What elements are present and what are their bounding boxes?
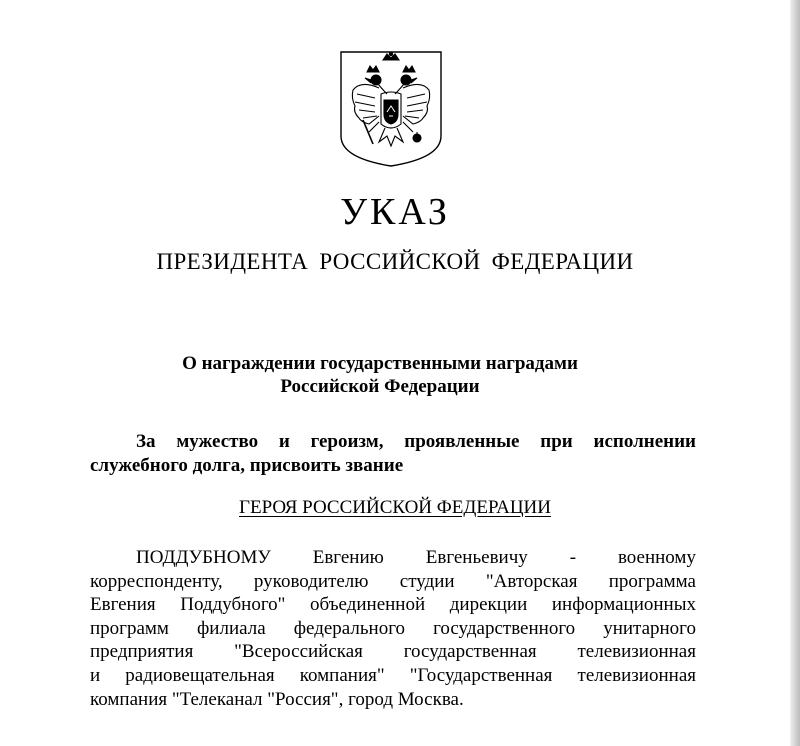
recipient-word: объединенной: [310, 594, 426, 616]
motive-line: [90, 430, 696, 454]
motive-word: проявленные: [404, 431, 520, 452]
recipient-word: военному: [617, 547, 696, 568]
recipient-word: государственная: [403, 641, 537, 663]
recipient-word: Поддубного": [180, 594, 286, 616]
recipient-line: [90, 593, 696, 617]
decree-subject: [0, 352, 760, 398]
recipient-word: "Всероссийская: [234, 641, 363, 663]
motive-word: и: [278, 431, 290, 452]
recipient-word: Евгения: [90, 594, 156, 616]
page-edge-shadow: [790, 0, 800, 746]
awarded-title: [0, 496, 790, 520]
coat-of-arms-icon: [339, 50, 443, 168]
motive-word: мужество: [176, 431, 259, 452]
motive-line: служебного долга, присвоить звание: [90, 455, 404, 476]
recipient-word: -: [569, 547, 577, 568]
recipient-word: корреспонденту,: [90, 570, 223, 592]
recipient-word: информационных: [551, 594, 696, 616]
recipient-line: [90, 688, 696, 712]
recipient-word: федерального: [293, 617, 406, 639]
recipient-word: компания": [299, 664, 385, 686]
recipient-line: [90, 546, 696, 570]
recipient-word: программ: [90, 617, 169, 639]
recipient-line: [90, 640, 696, 664]
recipient-word: филиала: [197, 617, 266, 639]
recipient-word: "Государственная: [409, 664, 553, 686]
recipient-word: унитарного: [603, 617, 696, 639]
motive-word: За: [136, 431, 156, 452]
recipient-word: компания "Телеканал "Россия", город Москва.: [90, 688, 464, 710]
recipient-word: телевизионная: [577, 641, 696, 663]
award-motive: [90, 430, 696, 478]
awarded-title-text: ГЕРОЯ РОССИЙСКОЙ ФЕДЕРАЦИИ: [239, 497, 551, 518]
recipient-word: предприятия: [90, 641, 194, 663]
recipient-line: [90, 570, 696, 594]
recipient-word: дирекции: [449, 594, 528, 616]
recipient-paragraph: [90, 546, 696, 711]
recipient-word: программа: [608, 570, 696, 592]
recipient-word: и: [90, 664, 101, 686]
recipient-line: [90, 617, 696, 641]
motive-word: при: [540, 431, 573, 452]
recipient-word: государственного: [433, 617, 576, 639]
subject-line: Российской Федерации: [280, 376, 480, 397]
recipient-word: ПОДДУБНОМУ: [136, 547, 271, 568]
subject-line: О награждении государственными наградами: [182, 353, 578, 374]
recipient-line: [90, 664, 696, 688]
issuer-heading: ПРЕЗИДЕНТА РОССИЙСКОЙ ФЕДЕРАЦИИ: [156, 249, 634, 274]
recipient-word: Евгеньевичу: [425, 547, 528, 568]
motive-word: героизм,: [310, 431, 384, 452]
recipient-word: "Авторская: [485, 570, 578, 592]
recipient-word: телевизионная: [577, 664, 696, 686]
document-type-heading: УКАЗ: [340, 191, 450, 233]
motive-word: исполнении: [593, 431, 696, 452]
recipient-word: радиовещательная: [125, 664, 275, 686]
recipient-word: руководителю: [253, 570, 369, 592]
recipient-word: студии: [399, 570, 455, 592]
recipient-word: Евгению: [312, 547, 384, 568]
